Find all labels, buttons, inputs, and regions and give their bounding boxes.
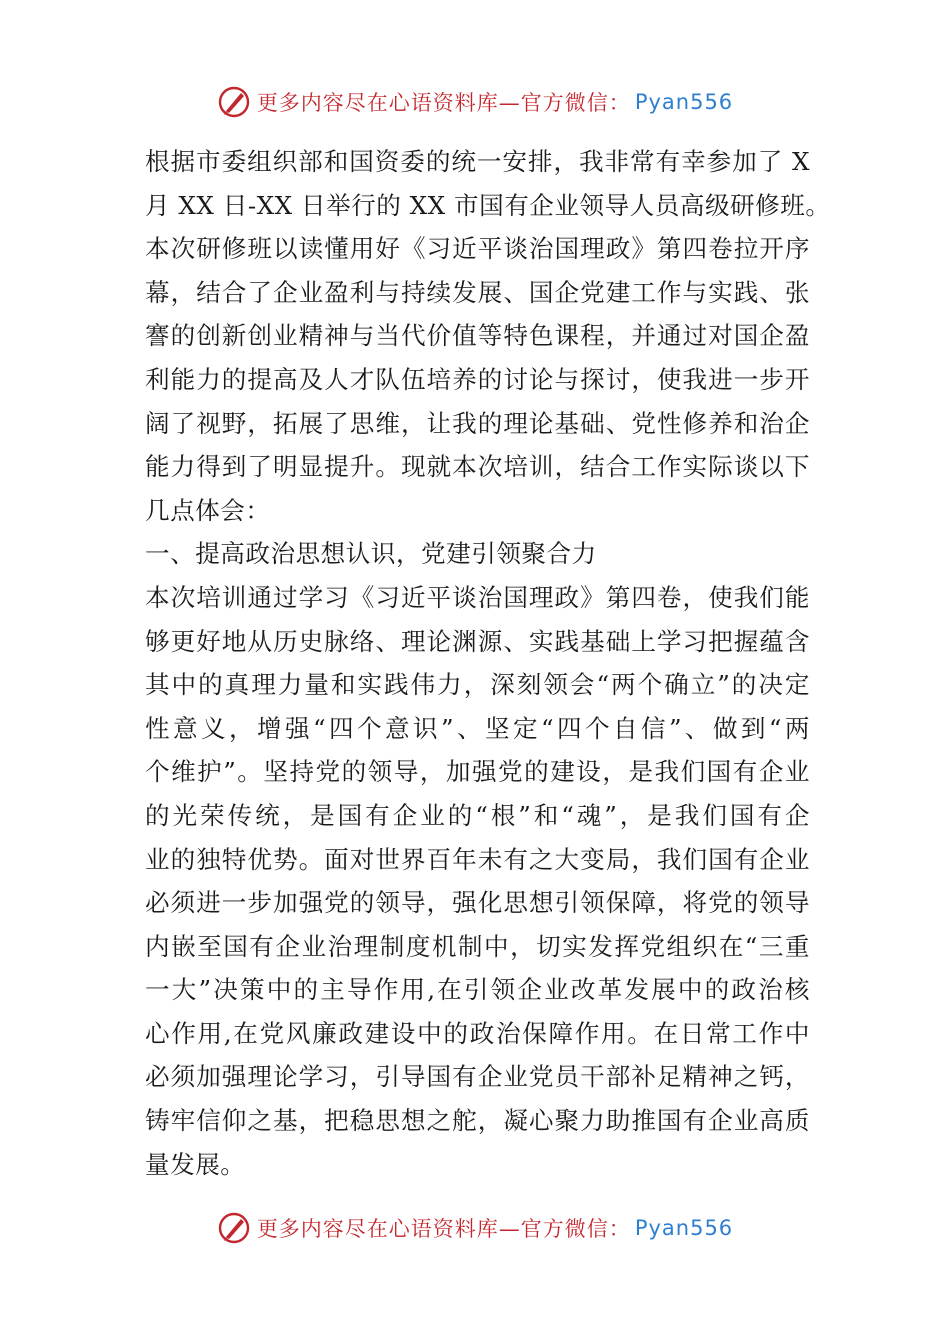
banner-text: 更多内容尽在心语资料库—官方微信：	[256, 1217, 631, 1241]
quill-pen-icon	[217, 85, 251, 119]
text-line: 必须进一步加强党的领导，强化思想引领保障，将党的领导	[145, 888, 810, 918]
banner-wechat-id: Pyan556	[634, 90, 734, 114]
text-line: 謇的创新创业精神与当代价值等特色课程，并通过对国企盈	[145, 321, 810, 351]
banner-text: 更多内容尽在心语资料库—官方微信：	[256, 91, 631, 115]
text-line: 根据市委组织部和国资委的统一安排，我非常有幸参加了 X	[145, 147, 811, 176]
text-line: 月 XX 日-XX 日举行的 XX 市国有企业领导人员高级研修班。	[145, 190, 831, 220]
text-line: 铸牢信仰之基，把稳思想之舵，凝心聚力助推国有企业高质	[145, 1106, 810, 1136]
section-heading	[145, 532, 810, 576]
text-line: 内嵌至国有企业治理制度机制中，切实发挥党组织在“三重	[145, 931, 810, 961]
text-line: 够更好地从历史脉络、理论渊源、实践基础上学习把握蕴含	[145, 626, 810, 656]
text-line: 的光荣传统，是国有企业的“根”和“魂”，是我们国有企	[145, 800, 810, 830]
text-line: 其中的真理力量和实践伟力，深刻领会“两个确立”的决定	[145, 670, 810, 700]
text-line: 利能力的提高及人才队伍培养的讨论与探讨，使我进一步开	[145, 364, 810, 394]
text-line: 几点体会：	[145, 495, 271, 525]
text-line: 个维护”。坚持党的领导，加强党的建设，是我们国有企业	[145, 757, 810, 787]
text-line: 量发展。	[145, 1149, 246, 1179]
banner-wechat-id: Pyan556	[634, 1216, 734, 1240]
footer-banner	[0, 1208, 950, 1248]
text-line: 幕，结合了企业盈利与持续发展、国企党建工作与实践、张	[145, 277, 810, 307]
text-line: 能力得到了明显提升。现就本次培训，结合工作实际谈以下	[145, 452, 810, 482]
text-line: 性意义，增强“四个意识”、坚定“四个自信”、做到“两	[145, 713, 810, 743]
heading-line: 一、提高政治思想认识，党建引领聚合力	[145, 539, 597, 569]
text-line: 一大”决策中的主导作用,在引领企业改革发展中的政治核	[145, 975, 810, 1005]
section-paragraph	[145, 576, 810, 1186]
document-body	[145, 140, 831, 1186]
text-line: 本次培训通过学习《习近平谈治国理政》第四卷，使我们能	[145, 582, 810, 612]
text-line: 阔了视野，拓展了思维，让我的理论基础、党性修养和治企	[145, 408, 810, 438]
text-line: 业的独特优势。面对世界百年未有之大变局，我们国有企业	[145, 844, 810, 874]
text-line: 本次研修班以读懂用好《习近平谈治国理政》第四卷拉开序	[145, 234, 810, 264]
intro-paragraph	[145, 140, 831, 532]
text-line: 心作用,在党风廉政建设中的政治保障作用。在日常工作中	[145, 1018, 810, 1048]
header-banner	[0, 82, 950, 122]
quill-pen-icon	[217, 1211, 251, 1245]
text-line: 必须加强理论学习，引导国有企业党员干部补足精神之钙，	[145, 1062, 810, 1092]
